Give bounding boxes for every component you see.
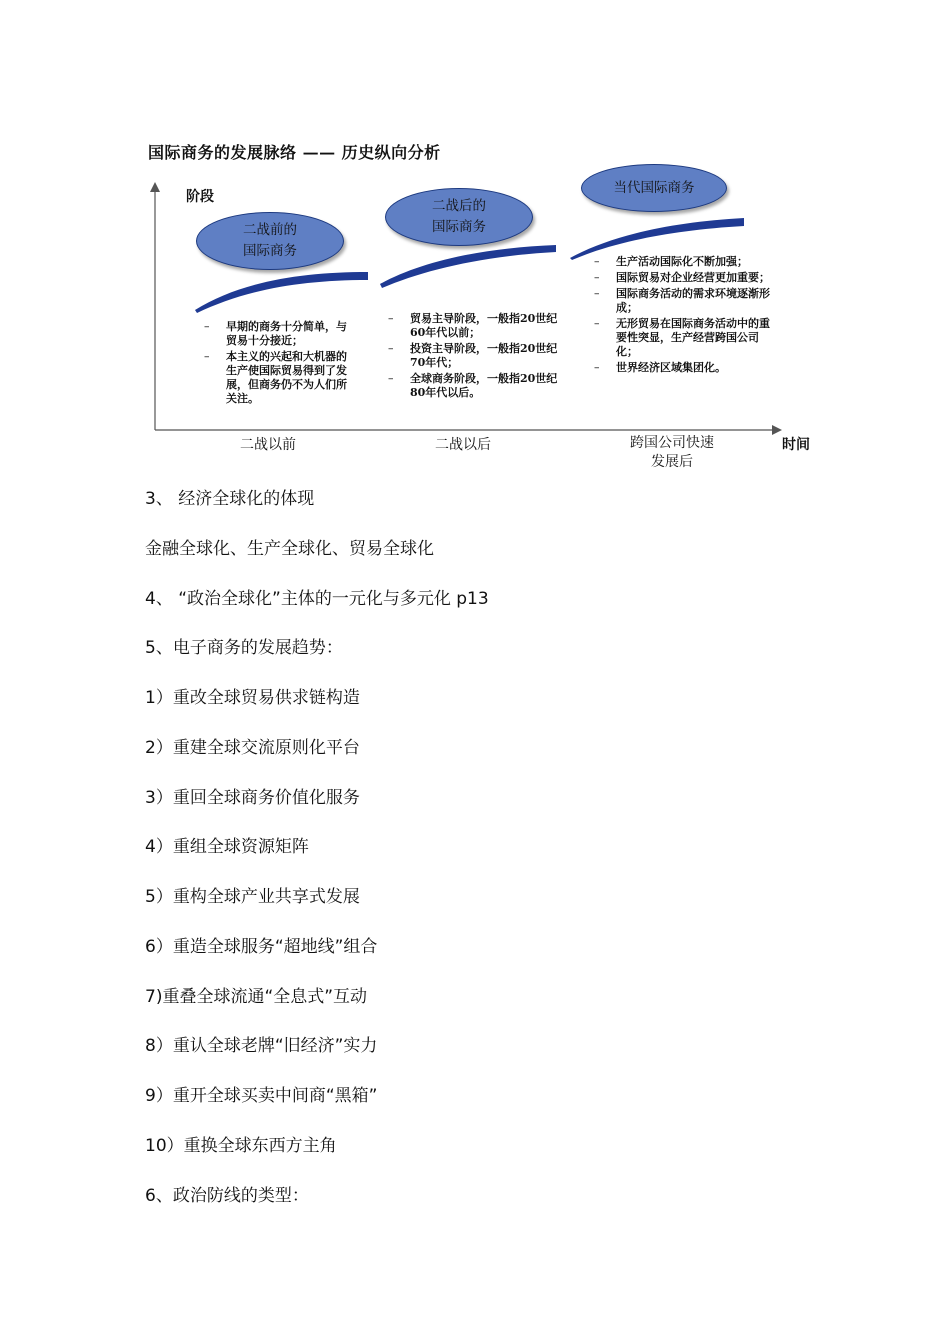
body-line: 3）重回全球商务价值化服务: [145, 788, 360, 808]
stage-1-bullet: – 本主义的兴起和大机器的生产使国际贸易得到了发展，但商务仍不为人们所关注。: [204, 350, 356, 406]
body-line: 1）重改全球贸易供求链构造: [145, 688, 360, 708]
body-line: 金融全球化、生产全球化、贸易全球化: [145, 539, 434, 559]
y-axis-label: 阶段: [186, 189, 214, 205]
stage-3-ellipse: [581, 164, 727, 212]
figure-title: 国际商务的发展脉络 —— 历史纵向分析: [148, 143, 441, 162]
stage-2-bullets: [388, 312, 558, 402]
stage-1-period: 二战以前: [240, 437, 296, 453]
body-line: 3、 经济全球化的体现: [145, 489, 315, 509]
stage-2-curve: [380, 245, 556, 288]
body-line: 6）重造全球服务“超地线”组合: [145, 937, 378, 957]
stage-1-curve: [195, 272, 368, 313]
stage-2-bullet: – 全球商务阶段，一般指20世纪80年代以后。: [388, 372, 558, 400]
stage-1-name: 二战前的 国际商务: [243, 222, 297, 259]
stage-2-name: 二战后的 国际商务: [432, 198, 486, 235]
body-line: 4）重组全球资源矩阵: [145, 837, 309, 857]
stage-3-period: 跨国公司快速 发展后: [630, 435, 714, 470]
stage-3-bullet: – 国际贸易对企业经营更加重要；: [594, 271, 778, 285]
body-line: 9）重开全球买卖中间商“黑箱”: [145, 1086, 378, 1106]
body-line: 2）重建全球交流原则化平台: [145, 738, 360, 758]
body-line: 7)重叠全球流通“全息式”互动: [145, 987, 368, 1007]
stage-3-curve: [570, 218, 744, 260]
stage-3-bullet: – 生产活动国际化不断加强；: [594, 255, 778, 269]
x-axis-label: 时间: [782, 437, 810, 453]
x-axis-arrow: [772, 425, 782, 435]
stage-3-bullet: – 世界经济区域集团化。: [594, 361, 778, 375]
body-line: 5）重构全球产业共享式发展: [145, 887, 360, 907]
stage-3-bullets: [594, 255, 778, 377]
stage-3-bullet: – 无形贸易在国际商务活动中的重要性突显，生产经营跨国公司化；: [594, 317, 778, 359]
stage-3-name: 当代国际商务: [613, 179, 695, 196]
stage-2-ellipse: [385, 188, 533, 246]
body-line: 5、电子商务的发展趋势：: [145, 638, 343, 658]
body-line: 10）重换全球东西方主角: [145, 1136, 337, 1156]
stage-1-ellipse: [196, 212, 344, 270]
stage-1-bullets: [204, 320, 356, 408]
stage-2-bullet: – 贸易主导阶段，一般指20世纪60年代以前；: [388, 312, 558, 340]
stage-1-bullet: – 早期的商务十分简单，与贸易十分接近；: [204, 320, 356, 348]
body-line: 8）重认全球老牌“旧经济”实力: [145, 1036, 378, 1056]
y-axis-arrow: [150, 182, 160, 192]
stage-3-bullet: – 国际商务活动的需求环境逐渐形成；: [594, 287, 778, 315]
stage-2-bullet: – 投资主导阶段，一般指20世纪70年代；: [388, 342, 558, 370]
body-line: 4、 “政治全球化”主体的一元化与多元化 p13: [145, 589, 489, 609]
body-line: 6、政治防线的类型：: [145, 1186, 309, 1206]
stage-2-period: 二战以后: [435, 437, 491, 453]
